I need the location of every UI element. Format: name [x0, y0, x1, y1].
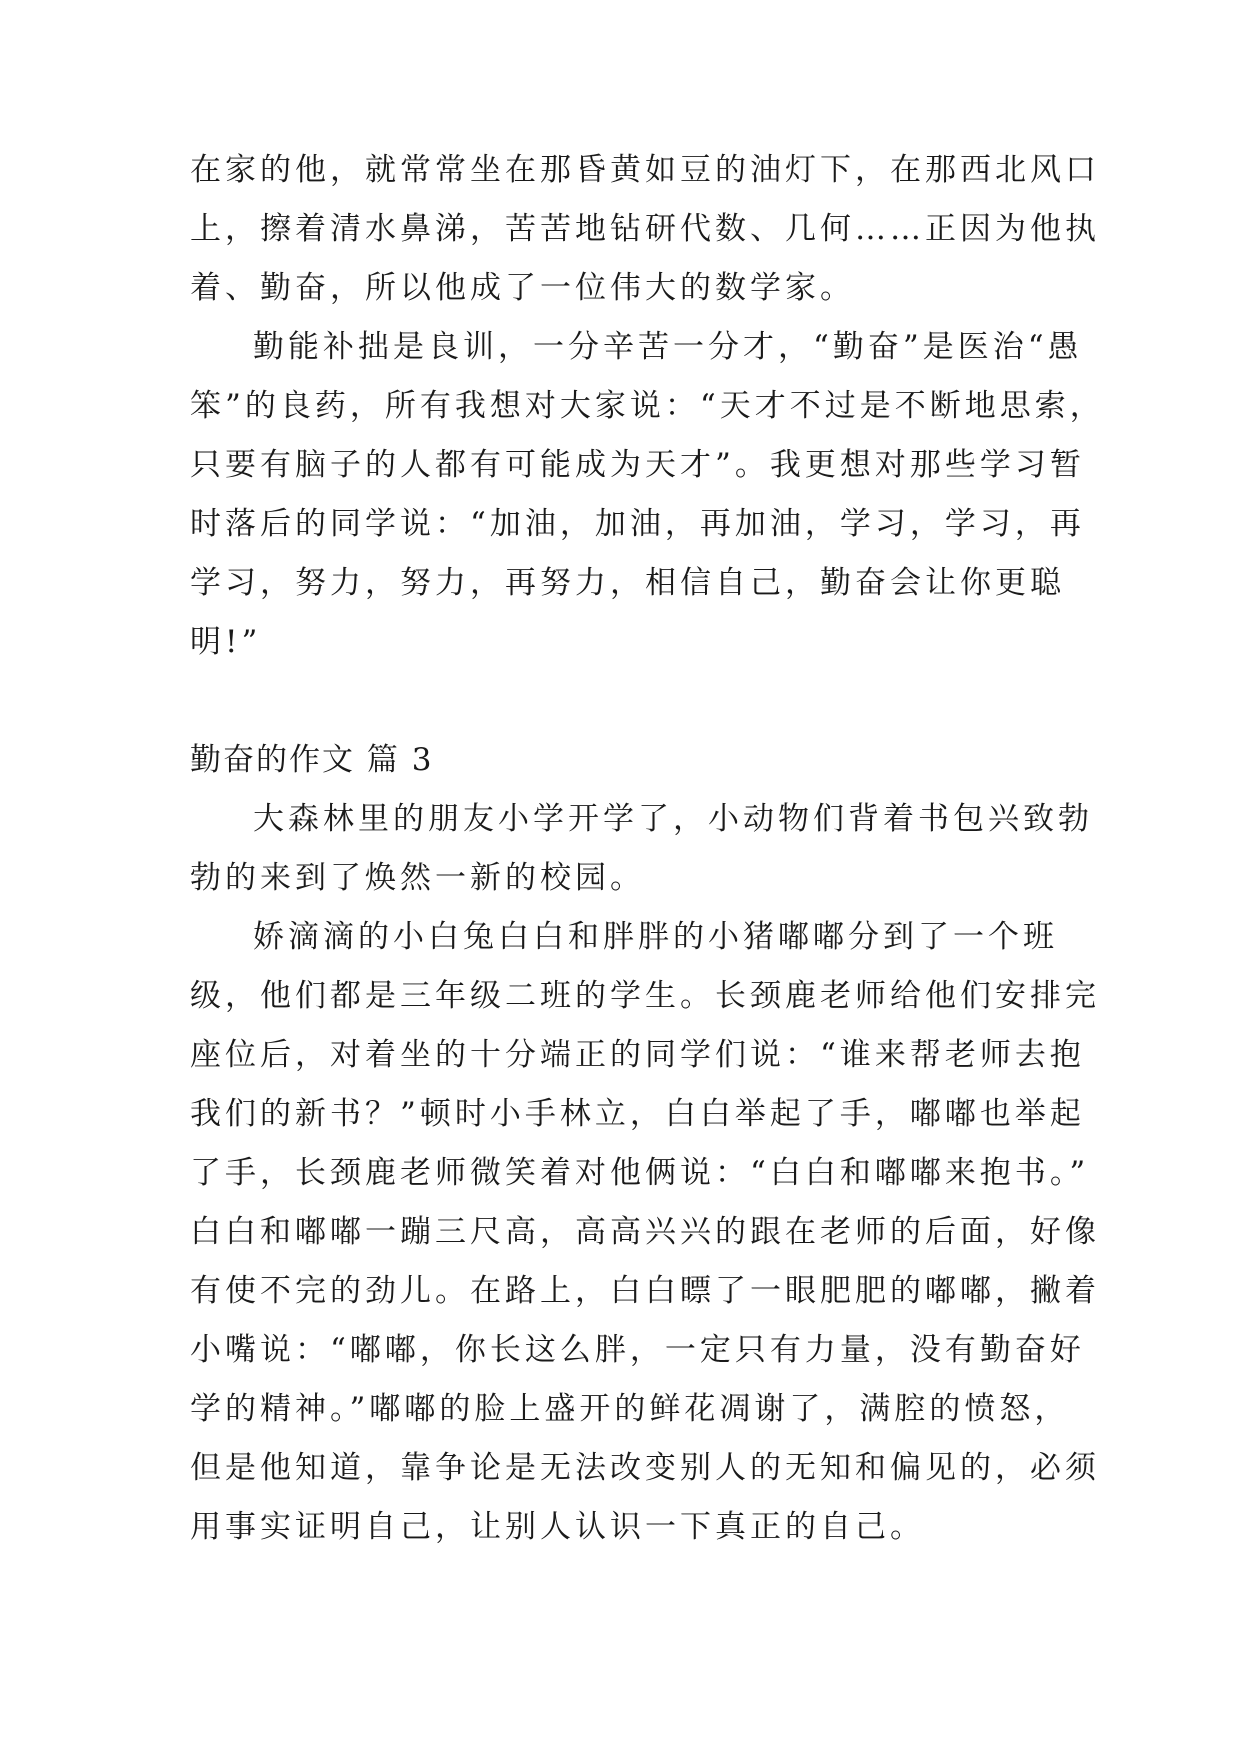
text-line: 勃的来到了焕然一新的校园。 [190, 860, 645, 896]
text-line: 白白和嘟嘟一蹦三尺高，高高兴兴的跟在老师的后面，好像 [190, 1214, 1100, 1250]
text-line: 了手，长颈鹿老师微笑着对他俩说：“白白和嘟嘟来抱书。” [190, 1155, 1090, 1191]
text-line: 笨”的良药，所有我想对大家说：“天才不过是不断地思索， [190, 388, 1105, 424]
section-heading: 勤奋的作文 篇 3 [190, 742, 434, 778]
text-line: 但是他知道，靠争论是无法改变别人的无知和偏见的，必须 [190, 1450, 1100, 1486]
text-line: 用事实证明自己，让别人认识一下真正的自己。 [190, 1509, 925, 1545]
text-line: 级，他们都是三年级二班的学生。长颈鹿老师给他们安排完 [190, 978, 1100, 1014]
text-line: 勤能补拙是良训，一分辛苦一分才，“勤奋”是医治“愚 [253, 329, 1083, 365]
text-line: 大森林里的朋友小学开学了，小动物们背着书包兴致勃 [253, 801, 1093, 837]
text-line: 着、勤奋，所以他成了一位伟大的数学家。 [190, 270, 855, 306]
text-line: 我们的新书？”顿时小手林立，白白举起了手，嘟嘟也举起 [190, 1096, 1085, 1132]
text-line: 只要有脑子的人都有可能成为天才”。我更想对那些学习暂 [190, 447, 1085, 483]
text-line: 在家的他，就常常坐在那昏黄如豆的油灯下，在那西北风口 [190, 152, 1100, 188]
text-line: 座位后，对着坐的十分端正的同学们说：“谁来帮老师去抱 [190, 1037, 1085, 1073]
text-line: 时落后的同学说：“加油，加油，再加油，学习，学习，再 [190, 506, 1085, 542]
text-line: 学习，努力，努力，再努力，相信自己，勤奋会让你更聪 [190, 565, 1065, 601]
text-line: 上，擦着清水鼻涕，苦苦地钻研代数、几何……正因为他执 [190, 211, 1100, 247]
text-line: 娇滴滴的小白兔白白和胖胖的小猪嘟嘟分到了一个班 [253, 919, 1058, 955]
text-line: 小嘴说：“嘟嘟，你长这么胖，一定只有力量，没有勤奋好 [190, 1332, 1085, 1368]
text-line: 学的精神。”嘟嘟的脸上盛开的鲜花凋谢了，满腔的愤怒， [190, 1391, 1070, 1427]
text-line: 有使不完的劲儿。在路上，白白瞟了一眼肥肥的嘟嘟，撇着 [190, 1273, 1100, 1309]
text-line: 明!” [190, 624, 262, 660]
